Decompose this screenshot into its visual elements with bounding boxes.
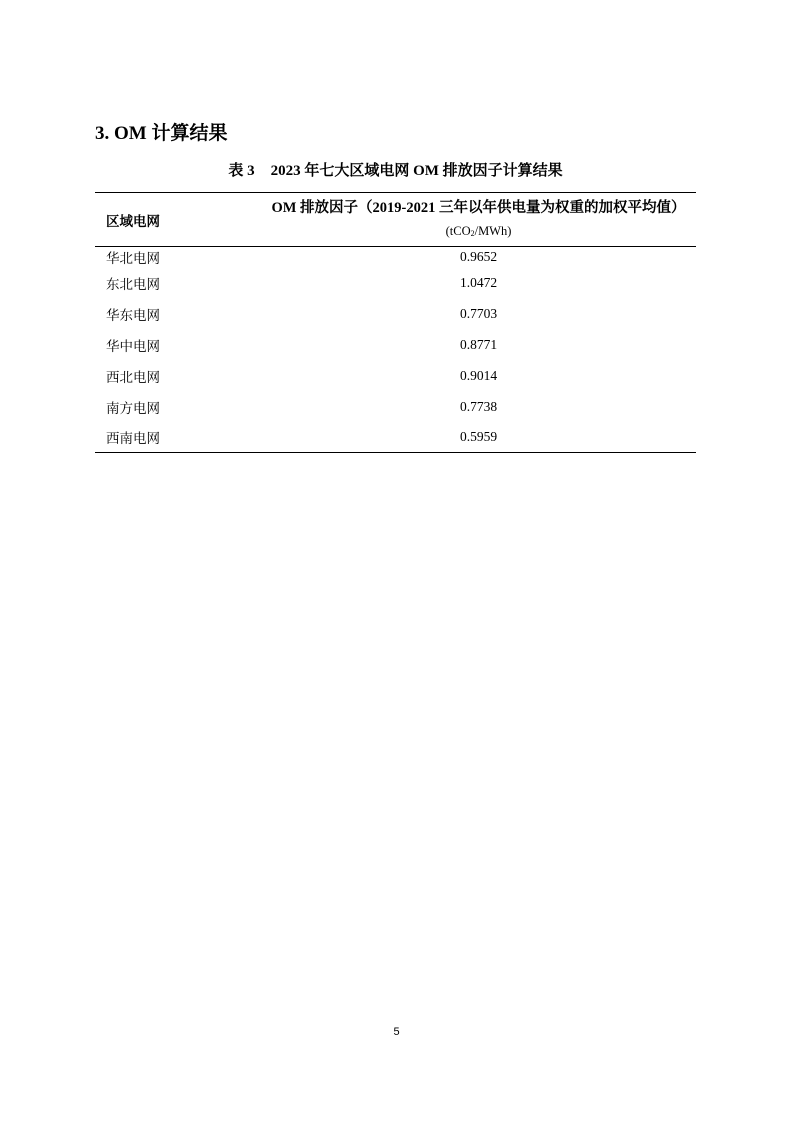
factor-value-cell: 0.8771 bbox=[459, 336, 498, 352]
om-emission-factor-table bbox=[95, 192, 696, 453]
factor-value-cell: 0.9652 bbox=[459, 249, 498, 264]
table-row bbox=[95, 391, 696, 422]
table-row bbox=[95, 329, 696, 360]
table-row bbox=[95, 360, 696, 391]
header-factor-unit bbox=[261, 221, 696, 244]
table-caption-title: 2023 年七大区域电网 OM 排放因子计算结果 bbox=[270, 163, 563, 179]
factor-value-cell: 0.7738 bbox=[459, 398, 498, 414]
unit-suffix: /MWh) bbox=[474, 223, 512, 238]
region-cell: 西南电网 bbox=[95, 422, 261, 453]
table-row bbox=[95, 422, 696, 453]
table-row bbox=[95, 247, 696, 268]
region-cell: 华北电网 bbox=[106, 251, 160, 266]
region-cell: 华东电网 bbox=[106, 307, 160, 323]
section-heading: 3. OM 计算结果 bbox=[95, 123, 228, 144]
region-cell: 东北电网 bbox=[106, 276, 160, 292]
factor-value-cell: 1.0472 bbox=[459, 274, 498, 290]
factor-value-cell: 0.5959 bbox=[261, 422, 696, 453]
factor-value-cell: 0.7703 bbox=[459, 305, 498, 321]
table-row bbox=[95, 267, 696, 298]
table-header-row bbox=[95, 193, 696, 247]
region-cell: 华中电网 bbox=[106, 338, 160, 354]
table-caption-number: 表 3 bbox=[228, 163, 255, 179]
page-number: 5 bbox=[393, 1026, 400, 1038]
region-cell: 西北电网 bbox=[106, 369, 160, 385]
table-caption bbox=[95, 161, 696, 181]
unit-subscript: 2 bbox=[470, 228, 475, 238]
region-cell: 南方电网 bbox=[106, 400, 160, 416]
header-factor-title: OM 排放因子（2019-2021 三年以年供电量为权重的加权平均值） bbox=[271, 199, 686, 216]
factor-value-cell: 0.9014 bbox=[459, 367, 498, 383]
header-factor bbox=[261, 193, 696, 247]
unit-prefix: (tCO bbox=[445, 223, 471, 238]
header-region: 区域电网 bbox=[95, 193, 261, 247]
table-row bbox=[95, 298, 696, 329]
